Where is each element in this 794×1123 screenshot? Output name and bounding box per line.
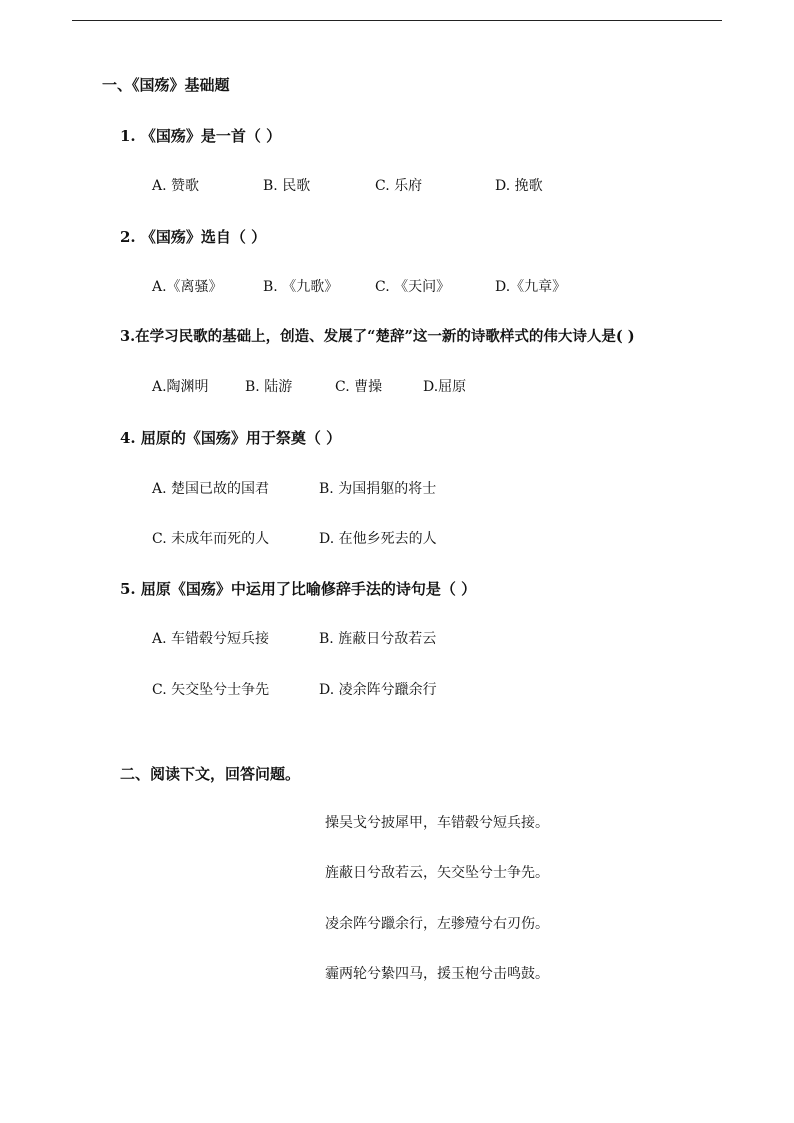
question-5-option-b: B. 旌蔽日兮敌若云 <box>319 631 437 647</box>
question-1-option-c: C. 乐府 <box>375 178 423 194</box>
poem-line-3: 凌余阵兮躐余行，左骖殪兮右刃伤。 <box>325 916 549 932</box>
question-1-stem: 1. 《国殇》是一首（ ） <box>120 127 282 145</box>
question-1-option-b: B. 民歌 <box>263 178 311 194</box>
header-rule <box>72 20 722 21</box>
question-5-option-d: D. 凌余阵兮躐余行 <box>319 682 437 698</box>
question-1-option-a: A. 赞歌 <box>152 178 200 194</box>
question-3-option-d: D.屈原 <box>423 379 467 395</box>
question-4-option-d: D. 在他乡死去的人 <box>319 531 437 547</box>
poem-line-1: 操吴戈兮披犀甲，车错毂兮短兵接。 <box>325 815 549 831</box>
question-2-option-d: D.《九章》 <box>495 279 567 295</box>
question-3-option-b: B. 陆游 <box>245 379 293 395</box>
question-4-option-b: B. 为国捐躯的将士 <box>319 481 437 497</box>
question-2-option-c: C. 《天问》 <box>375 279 451 295</box>
question-5-option-c: C. 矢交坠兮士争先 <box>152 682 270 698</box>
question-3-option-c: C. 曹操 <box>335 379 383 395</box>
poem-line-2: 旌蔽日兮敌若云，矢交坠兮士争先。 <box>325 865 549 881</box>
question-2-option-b: B. 《九歌》 <box>263 279 339 295</box>
question-4-stem: 4. 屈原的《国殇》用于祭奠（ ） <box>120 429 342 447</box>
question-5-option-a: A. 车错毂兮短兵接 <box>152 631 270 647</box>
question-2-stem: 2. 《国殇》选自（ ） <box>120 228 267 246</box>
poem-line-4: 霾两轮兮絷四马，援玉枹兮击鸣鼓。 <box>325 966 549 982</box>
question-3-stem: 3.在学习民歌的基础上，创造、发展了“楚辞”这一新的诗歌样式的伟大诗人是( ) <box>120 328 635 345</box>
question-3-option-a: A.陶渊明 <box>152 379 209 395</box>
section-2-title: 二、阅读下文，回答问题。 <box>120 765 301 783</box>
question-1-option-d: D. 挽歌 <box>495 178 543 194</box>
question-2-option-a: A.《离骚》 <box>152 279 223 295</box>
question-5-stem: 5. 屈原《国殇》中运用了比喻修辞手法的诗句是（ ） <box>120 580 477 598</box>
question-4-option-c: C. 未成年而死的人 <box>152 531 270 547</box>
question-4-option-a: A. 楚国已故的国君 <box>152 481 270 497</box>
section-1-title: 一、《国殇》基础题 <box>102 76 230 94</box>
